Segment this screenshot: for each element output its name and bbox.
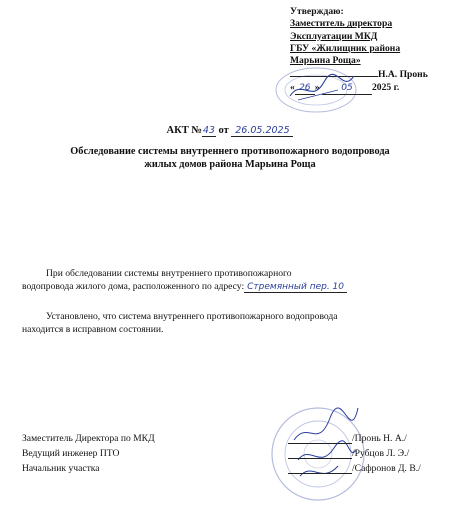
signature-line-1 [288, 433, 352, 444]
signatory-role-3: Начальник участка [22, 463, 100, 474]
approval-date-quote-close: » [314, 81, 320, 93]
conclusion-paragraph [22, 311, 440, 336]
act-prefix: АКТ № [166, 125, 202, 136]
signatory-role-2: Ведущий инженер ПТО [22, 448, 120, 459]
approval-date-quote-open: « [290, 81, 295, 93]
signatory-role-1: Заместитель Директора по МКД [22, 433, 155, 444]
act-number: 43 [202, 125, 215, 136]
paragraph-2-text-1: Установлено, что система внутреннего противопожарного водопровода [46, 311, 338, 322]
signature-line-2 [288, 448, 352, 459]
approval-date-year: 2025 г. [372, 81, 400, 93]
approval-stamp-icon [268, 60, 364, 114]
act-from: от [218, 125, 229, 136]
signatory-name-2: /Рубцов Л. Э./ [352, 448, 410, 459]
signatory-name-3: /Сафронов Д. В./ [352, 463, 421, 474]
approval-date-day: 26 [295, 82, 315, 95]
paragraph-1-line-2 [22, 281, 440, 294]
paragraph-1-text-2: водопровода жилого дома, расположенного по адресу: [22, 280, 245, 292]
paragraph-2-line-2: находится в исправном состоянии. [22, 323, 164, 335]
paragraph-2-line-1 [22, 311, 440, 324]
document-subject [0, 145, 460, 171]
approval-position-line-2: Эксплуатации МКД [290, 30, 378, 42]
inspection-paragraph [22, 268, 440, 293]
paragraph-1-text-1: При обследовании системы внутреннего противопожарного [46, 268, 292, 279]
signatory-name-1: /Пронь Н. А./ [352, 433, 407, 444]
approval-date-month: 05 [322, 82, 372, 95]
inspection-address: Стремянный пер. 10 [244, 282, 347, 293]
paragraph-1-line-1 [22, 268, 440, 281]
act-date: 26.05.2025 [231, 125, 293, 137]
approval-organization-line-2: Марьина Роща» [290, 55, 361, 67]
subject-line-2: жилых домов района Марьина Роща [144, 159, 316, 170]
signature-line-3 [288, 463, 352, 474]
approval-signer-name: Н.А. Пронь [378, 69, 428, 81]
approval-organization-line-1: ГБУ «Жилищник района [290, 42, 401, 54]
subject-line-1: Обследование системы внутреннего противопожарного водопровода [70, 146, 390, 157]
approval-position-line-1: Заместитель директора [290, 18, 393, 30]
act-title [0, 125, 460, 137]
approval-heading: Утверждаю: [290, 6, 344, 17]
